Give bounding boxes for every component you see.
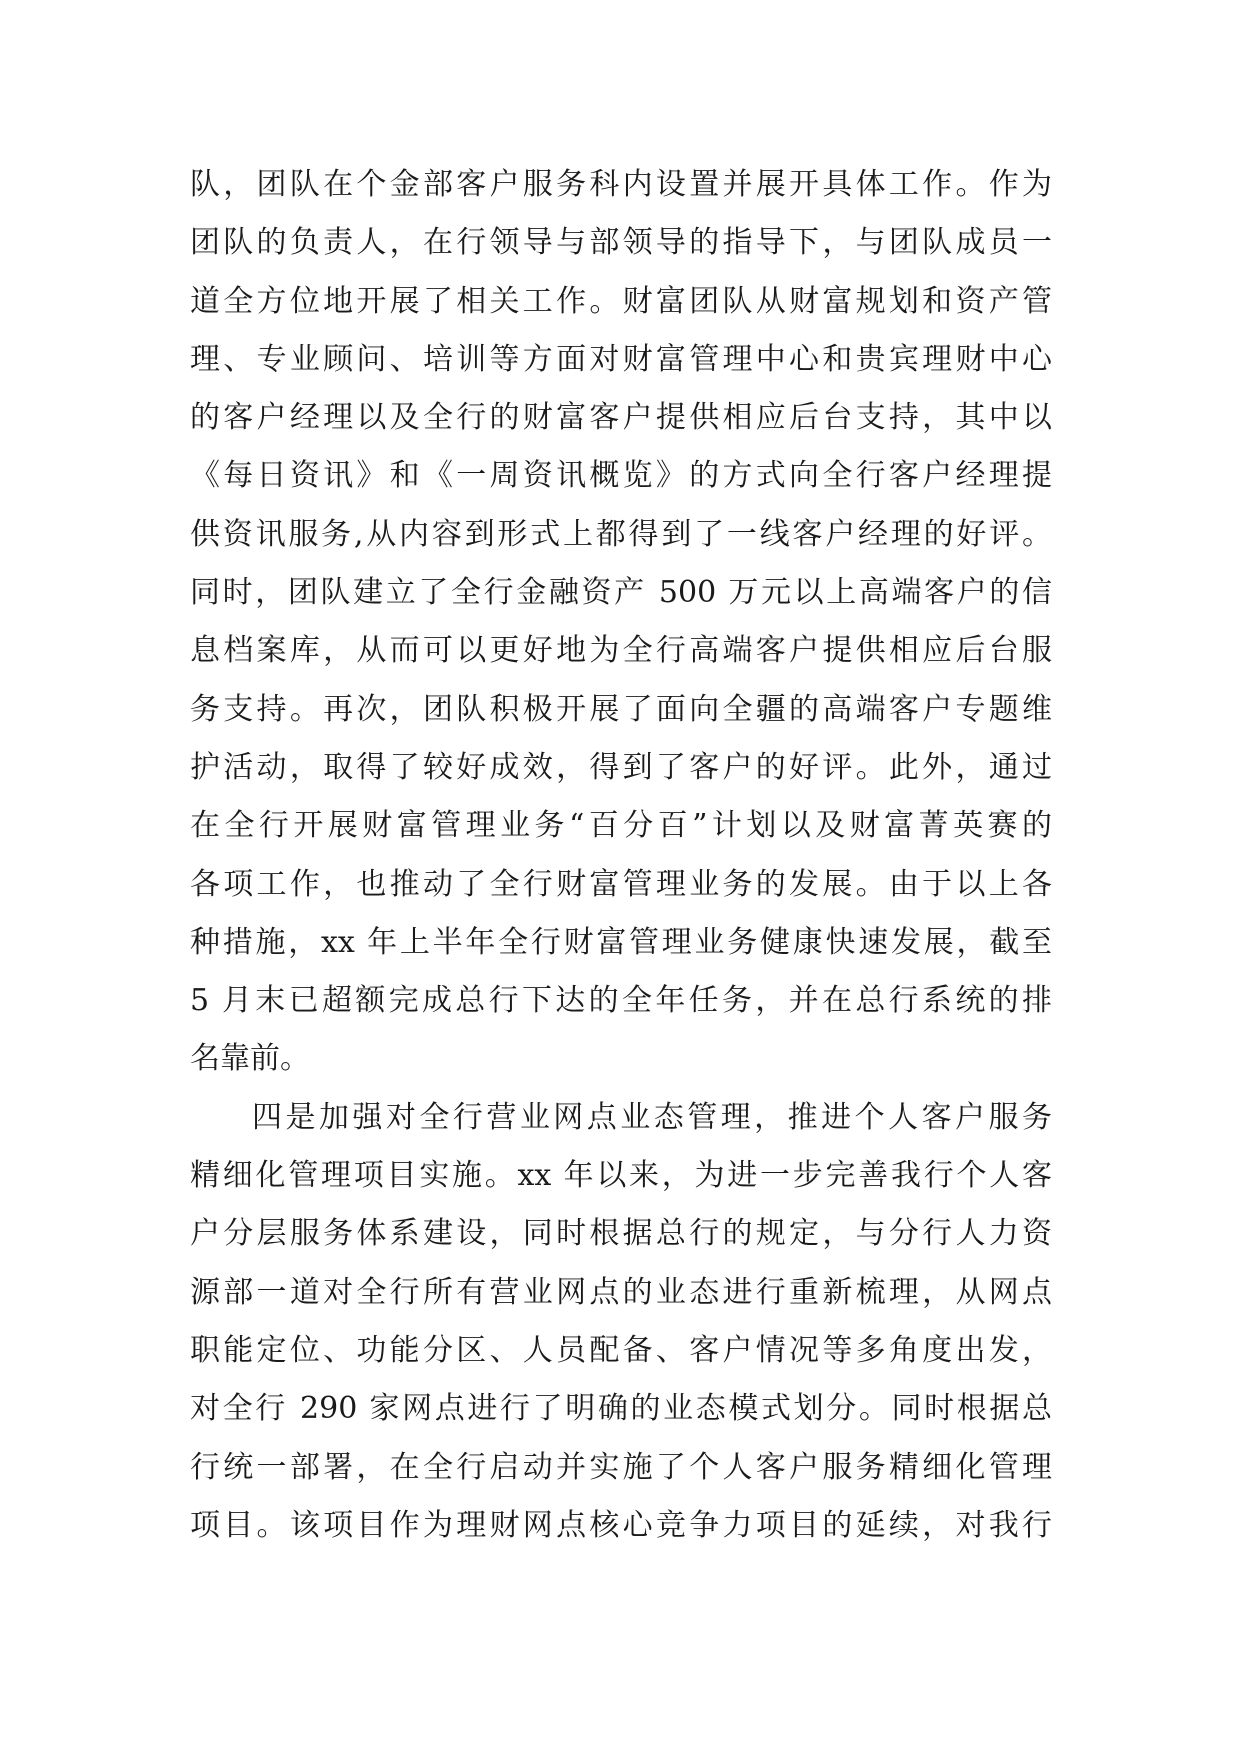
text-line: 护活动，取得了较好成效，得到了客户的好评。此外，通过	[190, 749, 1052, 785]
text-line: 对全行 290 家网点进行了明确的业态模式划分。同时根据总	[190, 1391, 1052, 1427]
text-line: 供资讯服务,从内容到形式上都得到了一线客户经理的好评。	[190, 516, 1052, 552]
text-line: 精细化管理项目实施。xx 年以来，为进一步完善我行个人客	[190, 1158, 1052, 1194]
text-line: 源部一道对全行所有营业网点的业态进行重新梳理，从网点	[190, 1274, 1052, 1310]
text-line: 户分层服务体系建设，同时根据总行的规定，与分行人力资	[190, 1216, 1052, 1252]
text-line: 队，团队在个金部客户服务科内设置并展开具体工作。作为	[190, 167, 1052, 202]
text-line: 职能定位、功能分区、人员配备、客户情况等多角度出发，	[190, 1332, 1052, 1368]
text-line: 四是加强对全行营业网点业态管理，推进个人客户服务	[252, 1099, 1052, 1135]
paragraph-2	[190, 1089, 1052, 1555]
text-line: 5 月末已超额完成总行下达的全年任务，并在总行系统的排	[190, 983, 1052, 1019]
text-line: 理、专业顾问、培训等方面对财富管理中心和贵宾理财中心	[190, 341, 1052, 377]
document-body	[190, 156, 1052, 1555]
text-line: 务支持。再次，团队积极开展了面向全疆的高端客户专题维	[190, 691, 1052, 727]
text-line: 名靠前。	[190, 1041, 310, 1077]
text-line: 在全行开展财富管理业务“百分百”计划以及财富菁英赛的	[190, 808, 1052, 844]
text-line: 各项工作，也推动了全行财富管理业务的发展。由于以上各	[190, 866, 1052, 902]
text-line: 同时，团队建立了全行金融资产 500 万元以上高端客户的信	[190, 575, 1052, 611]
text-line: 道全方位地开展了相关工作。财富团队从财富规划和资产管	[190, 283, 1052, 319]
text-line: 《每日资讯》和《一周资讯概览》的方式向全行客户经理提	[190, 458, 1052, 494]
paragraph-1	[190, 156, 1052, 1089]
text-line: 团队的负责人，在行领导与部领导的指导下，与团队成员一	[190, 225, 1052, 261]
text-line: 的客户经理以及全行的财富客户提供相应后台支持，其中以	[190, 400, 1052, 436]
text-line: 项目。该项目作为理财网点核心竞争力项目的延续，对我行	[190, 1507, 1052, 1543]
text-line: 行统一部署，在全行启动并实施了个人客户服务精细化管理	[190, 1449, 1052, 1485]
text-line: 种措施，xx 年上半年全行财富管理业务健康快速发展，截至	[190, 924, 1052, 960]
text-line: 息档案库，从而可以更好地为全行高端客户提供相应后台服	[190, 633, 1052, 669]
